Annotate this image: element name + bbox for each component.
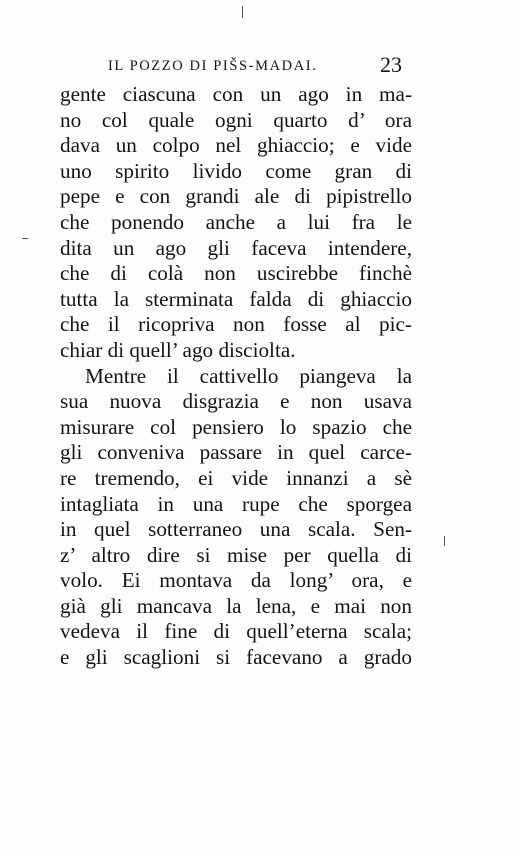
text-line: pepe e con grandi ale di pipistrello — [60, 184, 412, 209]
text-line: re tremendo, ei vide innanzi a sè — [60, 465, 412, 490]
paragraph — [60, 364, 412, 671]
page-header — [108, 52, 408, 82]
text-line: z’ altro dire si mise per quella di — [60, 542, 412, 567]
text-line: sua nuova disgrazia e non usava — [60, 389, 412, 414]
speck-mark — [444, 536, 445, 546]
text-line: già gli mancava la lena, e mai non — [60, 593, 412, 618]
speck-mark — [22, 238, 28, 239]
text-line: che di colà non uscirebbe finchè — [60, 261, 412, 286]
text-line: gente ciascuna con un ago in ma- — [60, 82, 412, 106]
body-text — [60, 82, 412, 671]
text-line: Mentre il cattivello piangeva la — [85, 363, 412, 388]
text-line: volo. Ei montava da long’ ora, e — [60, 568, 412, 593]
text-line: uno spirito livido come gran di — [60, 158, 412, 183]
page-number: 23 — [380, 52, 402, 77]
text-line: tutta la sterminata falda di ghiaccio — [60, 286, 412, 311]
speck-mark — [242, 6, 243, 18]
text-line: e gli scaglioni si facevano a grado — [60, 645, 412, 670]
text-line: dava un colpo nel ghiaccio; e vide — [60, 133, 412, 158]
text-line: gli conveniva passare in quel carce- — [60, 440, 412, 465]
text-line: chiar di quell’ ago disciolta. — [60, 337, 296, 362]
text-line: intagliata in una rupe che sporgea — [60, 491, 412, 516]
text-line: dita un ago gli faceva intendere, — [60, 235, 412, 260]
text-line: che ponendo anche a lui fra le — [60, 209, 412, 234]
paragraph — [60, 82, 412, 364]
text-line: no col quale ogni quarto d’ ora — [60, 107, 412, 132]
text-line: vedeva il fine di quell’eterna scala; — [60, 619, 412, 644]
text-line: che il ricopriva non fosse al pic- — [60, 312, 412, 337]
text-line: misurare col pensiero lo spazio che — [60, 414, 412, 439]
text-line: in quel sotterraneo una scala. Sen- — [60, 517, 412, 542]
running-title: IL POZZO DI PIŠS-MADAI. — [108, 58, 318, 74]
